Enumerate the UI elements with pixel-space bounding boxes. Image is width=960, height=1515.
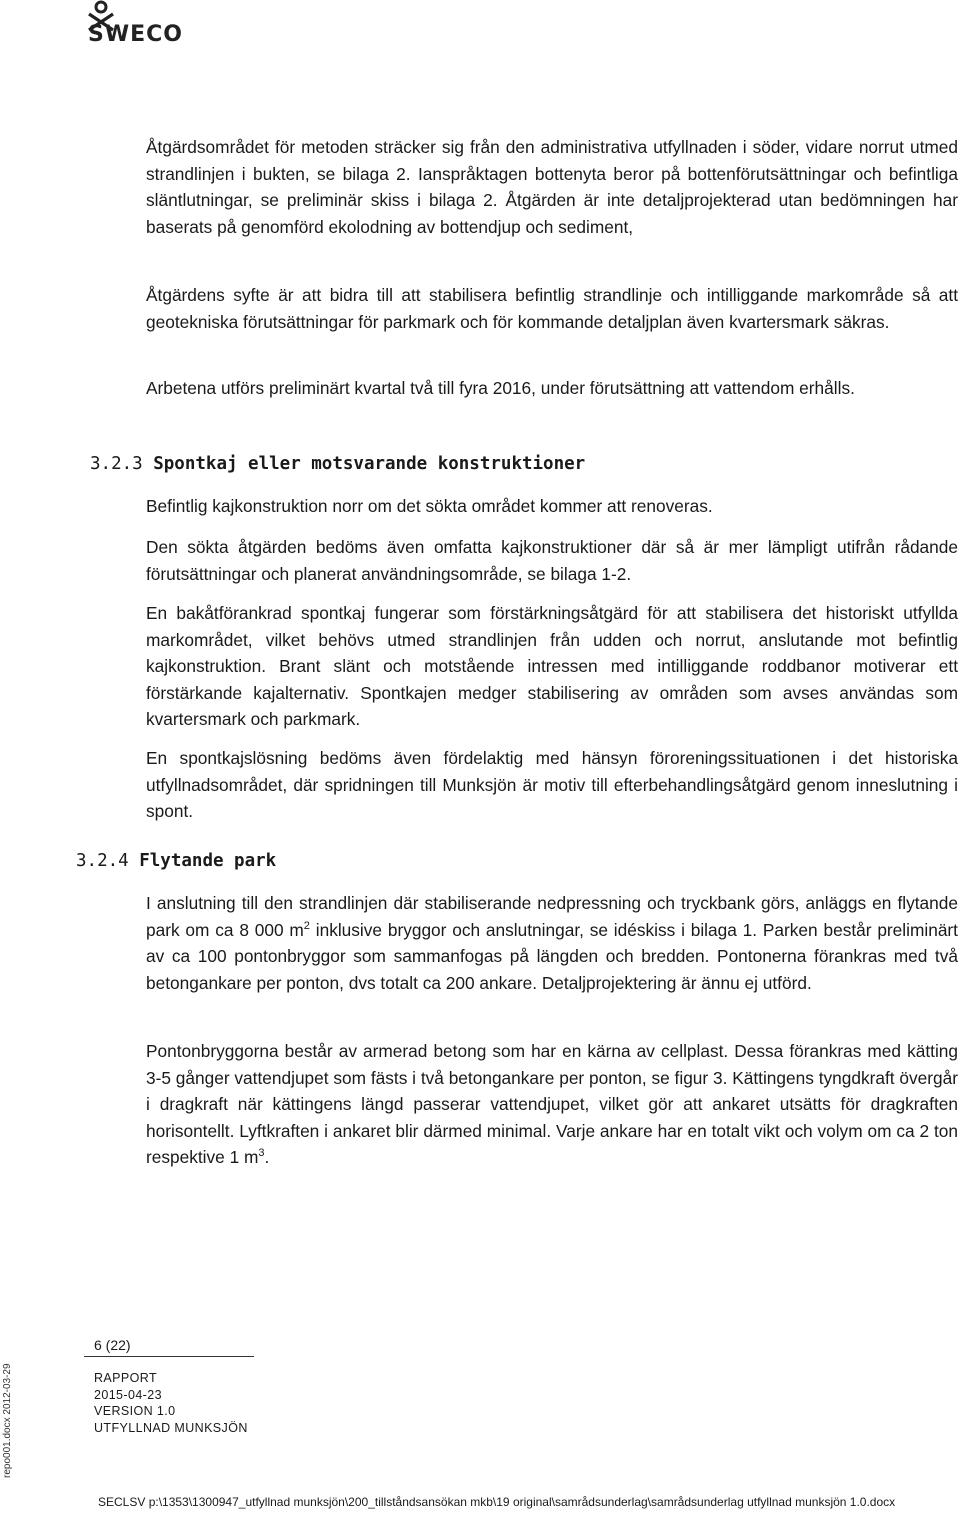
- paragraph-sokta-atgarden: Den sökta åtgärden bedöms även omfatta kajkonstruktioner där så är mer lämpligt utifrån rådande förutsättningar och planerat användningsområde, se bilaga 1-2.: [146, 537, 958, 584]
- heading-3-2-4: [76, 851, 276, 871]
- file-path: SECLSV p:\1353\1300947_utfyllnad munksjön\200_tillståndsansökan mkb\19 original\samrådsunderlag\samrådsunderlag utfyllnad munksjön 1.0.docx: [98, 1495, 896, 1509]
- logo-text: SWECO: [88, 22, 183, 47]
- paragraph-arbetena: Arbetena utförs preliminärt kvartal två till fyra 2016, under förutsättning att vattendom erhålls.: [146, 378, 855, 398]
- heading-title: Spontkaj eller motsvarande konstruktioner: [153, 454, 586, 474]
- doc-version: VERSION 1.0: [94, 1404, 176, 1419]
- paragraph-pontonbryggorna: [146, 1038, 958, 1171]
- heading-3-2-3: [90, 454, 585, 474]
- text-segment: I anslutning till den strandlinjen där stabiliserande nedpressning och tryckbank görs, anläggs en flytande park om ca 8 000 m: [146, 893, 958, 940]
- paragraph-atgardens-syfte: Åtgärdens syfte är att bidra till att stabilisera befintlig strandlinje och intilliggande markområde så att geotekniska förutsättningar för parkmark och för kommande detaljplan även kvartersmark säkras.: [146, 285, 958, 332]
- template-side-text: repo001.docx 2012-03-29: [2, 1363, 13, 1478]
- sweco-star-icon: [86, 0, 116, 32]
- text-segment: .: [264, 1147, 270, 1167]
- paragraph-befintlig-kaj: Befintlig kajkonstruktion norr om det sökta området kommer att renoveras.: [146, 496, 713, 516]
- page-number: 6 (22): [94, 1337, 131, 1353]
- doc-type: RAPPORT: [94, 1371, 157, 1385]
- heading-title: Flytande park: [139, 851, 277, 871]
- footer-meta: [94, 1370, 248, 1437]
- heading-number: 3.2.4: [76, 851, 129, 871]
- text-segment: inklusive bryggor och anslutningar, se idéskiss i bilaga 1. Parken består preliminärt av ca 100 pontonbryggor som sammanfogas på längden och bredden. Pontonerna förankras med två betongankare per ponton, dvs totalt ca 200 ankare. Detaljprojektering är ännu ej utförd.: [146, 919, 958, 993]
- superscript: 2: [303, 919, 310, 932]
- heading-number: 3.2.3: [90, 454, 143, 474]
- superscript: 3: [258, 1147, 265, 1159]
- doc-date: 2015-04-23: [94, 1387, 162, 1402]
- doc-project: UTFYLLNAD MUNKSJÖN: [94, 1421, 248, 1436]
- paragraph-flytande-park: [146, 890, 958, 996]
- paragraph-spontkajslosning: En spontkajslösning bedöms även fördelaktig med hänsyn föroreningssituationen i det historiska utfyllnadsområdet, där spridningen till Munksjön är motiv till efterbehandlingsåtgärd genom inneslutning i spont.: [146, 748, 958, 821]
- footer-divider: [84, 1356, 254, 1357]
- text-segment: Pontonbryggorna består av armerad betong som har en kärna av cellplast. Dessa förankras med kätting 3-5 gånger vattendjupet som fästs i två betongankare per ponton, se figur 3. Kättingens tyngdkraft övergår i dragkraft när kättingens längd passerar vattendjupet, vilket gör att ankaret utsätts för dragkraften horisontellt. Lyftkraften i ankaret blir därmed minimal. Varje ankare har en totalt vikt och volym om ca 2 ton respektive 1 m: [146, 1041, 958, 1167]
- paragraph-spontkaj: En bakåtförankrad spontkaj fungerar som förstärkningsåtgärd för att stabilisera det historiskt utfyllda markområdet, vilket behövs utmed strandlinjen från udden och norrut, anslutande mot befintlig kajkonstruktion. Brant slänt och motstående intressen med intilliggande roddbanor motiverar ett förstärkande kajalternativ. Spontkajen medger stabilisering av områden som avses användas som kvartersmark och parkmark.: [146, 603, 958, 729]
- paragraph-atgardsomradet: Åtgärdsområdet för metoden sträcker sig från den administrativa utfyllnaden i söder, vidare norrut utmed strandlinjen i bukten, se bilaga 2. Ianspråktagen bottenyta beror på bottenförutsättningar och befintliga släntlutningar, se preliminär skiss i bilaga 2. Åtgärden är inte detaljprojekterad utan bedömningen har baserats på genomförd ekolodning av bottendjup och sediment,: [146, 137, 958, 237]
